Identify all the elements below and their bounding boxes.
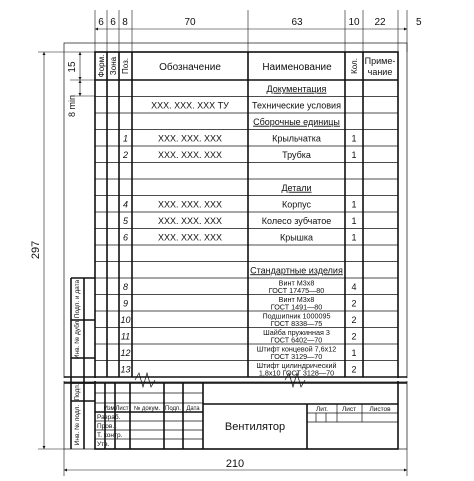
dim-5: 5: [416, 17, 422, 28]
dim-297: 297: [30, 240, 42, 260]
dim-10: 10: [348, 17, 360, 28]
row-name-line2: ГОСТ 17475—80: [268, 286, 325, 295]
row-position: 13: [120, 364, 131, 375]
row-name: Корпус: [281, 199, 312, 210]
col-signature: Подп.: [165, 406, 181, 412]
row-position: 4: [122, 199, 129, 210]
table-row: [95, 295, 398, 312]
header-zone: Зона: [109, 56, 118, 76]
row-name-line2: ГОСТ 3129—70: [270, 352, 323, 361]
role-approved: Утв.: [97, 441, 110, 448]
row-name: Штифт концевой 7,6х12: [256, 344, 337, 354]
table-row: [95, 84, 398, 97]
row-position: 9: [122, 298, 129, 309]
header-quantity: Кол.: [350, 58, 359, 74]
header-name: Наименование: [262, 62, 332, 73]
row-position: 5: [122, 215, 129, 226]
dim-6b: 6: [110, 17, 116, 28]
row-quantity: 2: [351, 298, 357, 309]
row-name: Винт М3х8: [278, 295, 315, 304]
row-name: Крышка: [279, 232, 314, 243]
table-row: [95, 216, 398, 229]
table-row: [95, 345, 398, 362]
top-dimensions: [95, 10, 422, 52]
row-section-title: Стандартные изделия: [250, 265, 343, 276]
header-note-1: Приме-: [364, 56, 396, 66]
row-designation: XXX. XXX. XXX ТУ: [151, 100, 229, 111]
row-name-line2: ГОСТ 6402—70: [270, 335, 323, 345]
table-row: [95, 199, 398, 212]
table-row: [95, 361, 398, 378]
row-name-line2: ГОСТ 1491—80: [270, 302, 323, 312]
dim-70: 70: [184, 17, 196, 28]
table-row: [95, 328, 398, 345]
dim-6a: 6: [98, 17, 104, 28]
row-quantity: 1: [351, 149, 357, 160]
row-name-line2: 1,8х10 ГОСТ 3128—70: [258, 368, 335, 378]
table-row: [95, 312, 398, 329]
dim-22: 22: [374, 17, 386, 28]
left-dimensions: [30, 52, 95, 449]
row-name: Штифт цилиндрический: [256, 361, 337, 370]
specification-table: [95, 52, 398, 378]
margin-strip: [71, 278, 95, 449]
role-tech-control: Т. контр.: [97, 432, 123, 439]
label-lit: Лит.: [316, 406, 328, 413]
row-name: Шайба пружинная 3: [263, 328, 330, 337]
col-sheet: Лист: [115, 406, 129, 412]
row-section-title: Детали: [281, 182, 312, 193]
product-name: Вентилятор: [224, 421, 286, 433]
label-sheet: Лист: [341, 406, 357, 413]
header-position: Поз.: [121, 58, 130, 74]
role-checker: Пров.: [97, 423, 115, 430]
label-sheets: Листов: [369, 406, 391, 413]
break-line: [60, 373, 410, 387]
row-designation: XXX. XXX. XXX: [157, 199, 223, 210]
dim-210: 210: [225, 458, 245, 470]
row-designation: XXX. XXX. XXX: [157, 215, 223, 226]
table-row: [95, 100, 398, 113]
dim-15: 15: [67, 61, 78, 73]
row-position: 12: [120, 347, 131, 358]
role-developer: Разраб.: [97, 414, 121, 421]
col-date: Дата: [186, 406, 200, 412]
row-quantity: 1: [351, 232, 357, 243]
margin-label-dup-inv: Инв. № дубл.: [74, 318, 81, 360]
row-name: Крыльчатка: [272, 133, 321, 144]
header-format: Форм.: [97, 54, 106, 78]
row-quantity: 1: [351, 133, 357, 144]
row-name: Винт М3х8: [278, 278, 315, 288]
row-section-title: Сборочные единицы: [253, 116, 340, 127]
row-quantity: 2: [351, 314, 357, 325]
row-position: 6: [122, 232, 129, 243]
dim-8min: 8 min: [67, 94, 77, 118]
row-quantity: 4: [351, 281, 357, 292]
table-row: [95, 232, 398, 245]
row-quantity: 2: [351, 364, 357, 375]
table-row: [95, 265, 398, 278]
table-row: [95, 117, 398, 130]
table-row: [95, 133, 398, 146]
header-note-2: чание: [367, 67, 393, 77]
row-name: Подшипник 1000095: [262, 311, 331, 321]
row-designation: XXX. XXX. XXX: [157, 149, 223, 160]
row-position: 8: [122, 281, 129, 292]
header-designation: Обозначение: [159, 62, 221, 73]
row-name-line2: ГОСТ 8338—75: [270, 319, 323, 328]
row-name: Колесо зубчатое: [261, 215, 332, 226]
margin-label-orig-inv: Инв. № подл.: [74, 404, 81, 446]
row-designation: XXX. XXX. XXX: [157, 232, 223, 243]
margin-label-sign-date-1: Подп. и дата: [74, 279, 81, 319]
table-row: [95, 150, 398, 163]
row-name: Технические условия: [252, 100, 341, 111]
title-block: [95, 383, 398, 449]
row-section-title: Документация: [266, 83, 327, 94]
row-quantity: 1: [351, 347, 357, 358]
col-doc-number: № докум.: [133, 406, 161, 412]
bottom-dimension: [64, 449, 407, 476]
row-name: Трубка: [282, 149, 311, 160]
row-quantity: 2: [351, 331, 357, 342]
dim-63: 63: [291, 17, 303, 28]
dim-8: 8: [122, 17, 128, 28]
table-row: [95, 183, 398, 196]
col-change: Изм.: [103, 406, 117, 412]
row-quantity: 1: [351, 215, 357, 226]
row-designation: XXX. XXX. XXX: [157, 133, 223, 144]
row-position: 11: [120, 331, 131, 342]
table-row: [95, 279, 398, 296]
margin-label-sign-short: Подп.: [74, 383, 81, 401]
row-quantity: 1: [351, 199, 357, 210]
row-position: 2: [122, 149, 129, 160]
row-position: 10: [120, 314, 131, 325]
row-position: 1: [122, 133, 129, 144]
